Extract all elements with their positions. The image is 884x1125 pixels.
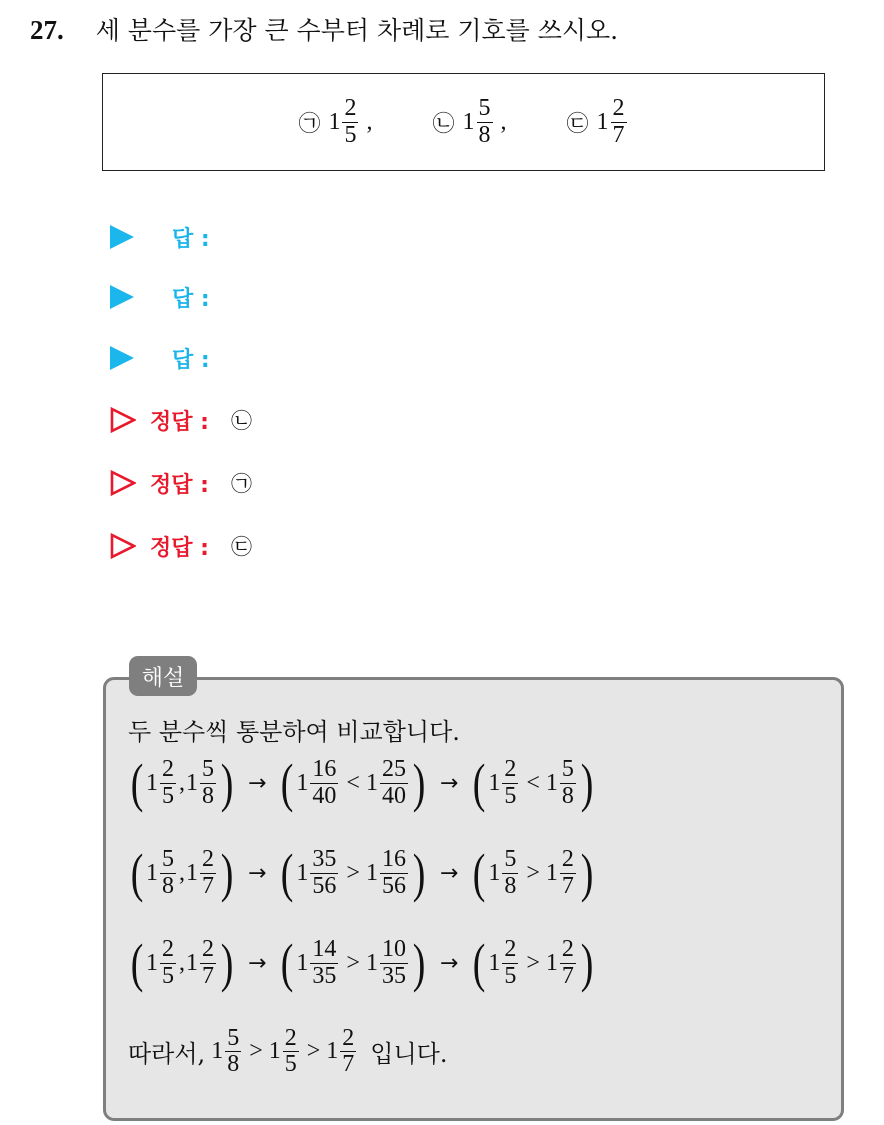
arrow-right-icon: → xyxy=(247,770,267,796)
close-paren: ) xyxy=(220,843,234,903)
denominator: 5 xyxy=(284,1051,297,1078)
fraction xyxy=(160,937,176,988)
whole-part: 1 xyxy=(545,859,558,886)
explanation-row-3 xyxy=(128,933,596,993)
numerator: 2 xyxy=(342,1025,355,1051)
numerator: 2 xyxy=(161,756,174,783)
fraction xyxy=(310,937,338,988)
comparison-operator: > xyxy=(346,949,360,976)
whole-part: 1 xyxy=(545,769,558,796)
open-paren: ( xyxy=(473,753,486,813)
answer-blank-3[interactable] xyxy=(110,338,210,378)
comparison-operator: > xyxy=(346,859,360,886)
denominator: 8 xyxy=(561,782,574,809)
open-paren: ( xyxy=(130,843,144,903)
fraction xyxy=(310,847,338,898)
numerator: 5 xyxy=(478,95,491,122)
explanation-tag: 해설 xyxy=(129,656,197,696)
conclusion-suffix: 입니다. xyxy=(370,1040,448,1069)
fraction xyxy=(380,937,408,988)
whole-part: 1 xyxy=(488,859,501,886)
comparison-operator: < xyxy=(526,769,540,796)
whole-part: 1 xyxy=(268,1038,281,1065)
whole-part: 1 xyxy=(545,949,558,976)
correct-answer-1 xyxy=(110,400,252,440)
correct-answer-label: 정답 : xyxy=(150,409,209,435)
numerator: 2 xyxy=(161,936,174,963)
denominator: 5 xyxy=(504,962,517,989)
denominator: 56 xyxy=(312,872,337,899)
close-paren: ) xyxy=(412,843,426,903)
whole-part: 1 xyxy=(145,769,158,796)
numerator: 2 xyxy=(201,936,214,963)
fraction xyxy=(200,757,216,808)
numerator: 10 xyxy=(381,936,406,963)
comparison-operator: < xyxy=(346,769,360,796)
whole-part: 1 xyxy=(328,108,341,135)
numerator: 5 xyxy=(561,756,574,783)
triangle-filled-icon xyxy=(110,285,134,309)
numerator: 14 xyxy=(312,936,337,963)
denominator: 8 xyxy=(478,121,491,148)
separator: , xyxy=(500,108,507,135)
close-paren: ) xyxy=(580,843,594,903)
triangle-outline-icon xyxy=(110,470,136,496)
open-paren: ( xyxy=(130,753,144,813)
fraction xyxy=(380,847,408,898)
numerator: 2 xyxy=(612,95,625,122)
denominator: 35 xyxy=(381,962,406,989)
fraction xyxy=(225,1026,241,1077)
whole-part: 1 xyxy=(365,769,378,796)
whole-part: 1 xyxy=(488,949,501,976)
fraction xyxy=(611,96,627,147)
numerator: 5 xyxy=(227,1025,240,1051)
numerator: 35 xyxy=(312,846,337,873)
numerator: 5 xyxy=(201,756,214,783)
whole-part: 1 xyxy=(488,769,501,796)
close-paren: ) xyxy=(220,753,234,813)
correct-answer-value: ㉠ xyxy=(230,472,252,496)
explanation-conclusion xyxy=(128,1026,447,1077)
whole-part: 1 xyxy=(296,949,309,976)
arrow-right-icon: → xyxy=(247,950,267,976)
choice-symbol: ㉢ xyxy=(566,111,589,137)
comma: , xyxy=(178,949,185,976)
answer-blank-2[interactable] xyxy=(110,277,210,317)
comparison-operator: > xyxy=(526,859,540,886)
denominator: 5 xyxy=(161,962,174,989)
question-text: 세 분수를 가장 큰 수부터 차례로 기호를 쓰시오. xyxy=(95,16,619,45)
correct-answer-label: 정답 : xyxy=(150,472,209,498)
correct-answer-2 xyxy=(110,463,252,503)
choice-b xyxy=(432,96,566,147)
denominator: 40 xyxy=(381,782,406,809)
whole-part: 1 xyxy=(365,949,378,976)
close-paren: ) xyxy=(580,753,594,813)
fraction xyxy=(160,757,176,808)
comma: , xyxy=(178,859,185,886)
comparison-operator: > xyxy=(526,949,540,976)
denominator: 7 xyxy=(561,962,574,989)
separator: , xyxy=(366,108,373,135)
close-paren: ) xyxy=(580,933,594,993)
triangle-outline-icon xyxy=(110,533,136,559)
fraction xyxy=(380,757,408,808)
correct-answer-label: 정답 : xyxy=(150,535,209,561)
numerator: 2 xyxy=(561,846,574,873)
numerator: 2 xyxy=(504,936,517,963)
fraction xyxy=(560,847,576,898)
explanation-row-2 xyxy=(128,843,596,903)
fraction xyxy=(477,96,493,147)
denominator: 8 xyxy=(504,872,517,899)
numerator: 16 xyxy=(312,756,337,783)
answer-blank-1[interactable] xyxy=(110,217,210,257)
triangle-filled-icon xyxy=(110,346,134,370)
correct-answer-value: ㉢ xyxy=(230,535,252,559)
comparison-operator: > xyxy=(306,1038,321,1065)
open-paren: ( xyxy=(281,753,294,813)
whole-part: 1 xyxy=(296,769,309,796)
conclusion-prefix: 따라서, xyxy=(128,1040,206,1069)
whole-part: 1 xyxy=(211,1038,224,1065)
question-number: 27. xyxy=(30,15,64,45)
answer-label: 답 : xyxy=(172,286,210,312)
fraction xyxy=(310,757,338,808)
denominator: 8 xyxy=(227,1051,240,1078)
numerator: 2 xyxy=(284,1025,297,1051)
close-paren: ) xyxy=(412,753,426,813)
answer-label: 답 : xyxy=(172,347,210,373)
fraction xyxy=(502,757,518,808)
whole-part: 1 xyxy=(145,949,158,976)
denominator: 7 xyxy=(201,962,214,989)
whole-part: 1 xyxy=(326,1038,339,1065)
choice-symbol: ㉠ xyxy=(298,111,321,137)
numerator: 2 xyxy=(504,756,517,783)
open-paren: ( xyxy=(281,933,294,993)
choice-box xyxy=(102,73,825,171)
choice-a xyxy=(298,96,432,147)
question-header xyxy=(30,12,618,49)
denominator: 5 xyxy=(504,782,517,809)
whole-part: 1 xyxy=(596,108,609,135)
fraction xyxy=(200,847,216,898)
whole-part: 1 xyxy=(296,859,309,886)
close-paren: ) xyxy=(412,933,426,993)
arrow-right-icon: → xyxy=(439,770,459,796)
denominator: 7 xyxy=(201,872,214,899)
numerator: 5 xyxy=(504,846,517,873)
close-paren: ) xyxy=(220,933,234,993)
correct-answer-3 xyxy=(110,526,252,566)
fraction xyxy=(283,1026,299,1077)
numerator: 5 xyxy=(161,846,174,873)
fraction xyxy=(560,937,576,988)
choice-c xyxy=(567,96,629,147)
denominator: 5 xyxy=(344,121,357,148)
correct-answer-value: ㉡ xyxy=(230,409,252,433)
whole-part: 1 xyxy=(185,949,198,976)
open-paren: ( xyxy=(473,933,486,993)
choice-symbol: ㉡ xyxy=(432,111,455,137)
numerator: 16 xyxy=(381,846,406,873)
fraction xyxy=(342,96,358,147)
open-paren: ( xyxy=(130,933,144,993)
answer-label: 답 : xyxy=(172,226,210,252)
denominator: 8 xyxy=(161,872,174,899)
denominator: 5 xyxy=(161,782,174,809)
denominator: 56 xyxy=(381,872,406,899)
numerator: 2 xyxy=(344,95,357,122)
denominator: 7 xyxy=(561,872,574,899)
triangle-outline-icon xyxy=(110,407,136,433)
whole-part: 1 xyxy=(145,859,158,886)
arrow-right-icon: → xyxy=(247,860,267,886)
whole-part: 1 xyxy=(185,769,198,796)
triangle-filled-icon xyxy=(110,225,134,249)
numerator: 25 xyxy=(381,756,406,783)
open-paren: ( xyxy=(281,843,294,903)
fraction xyxy=(340,1026,356,1077)
numerator: 2 xyxy=(201,846,214,873)
comma: , xyxy=(178,769,185,796)
open-paren: ( xyxy=(473,843,486,903)
fraction xyxy=(502,847,518,898)
fraction xyxy=(160,847,176,898)
fraction xyxy=(502,937,518,988)
arrow-right-icon: → xyxy=(439,860,459,886)
denominator: 7 xyxy=(342,1051,355,1078)
whole-part: 1 xyxy=(365,859,378,886)
explanation-row-1 xyxy=(128,753,596,813)
whole-part: 1 xyxy=(462,108,475,135)
explanation-intro: 두 분수씩 통분하여 비교합니다. xyxy=(128,718,460,746)
numerator: 2 xyxy=(561,936,574,963)
arrow-right-icon: → xyxy=(439,950,459,976)
whole-part: 1 xyxy=(185,859,198,886)
fraction xyxy=(560,757,576,808)
fraction xyxy=(200,937,216,988)
denominator: 8 xyxy=(201,782,214,809)
denominator: 35 xyxy=(312,962,337,989)
denominator: 40 xyxy=(312,782,337,809)
comparison-operator: > xyxy=(249,1038,263,1065)
denominator: 7 xyxy=(612,121,625,148)
